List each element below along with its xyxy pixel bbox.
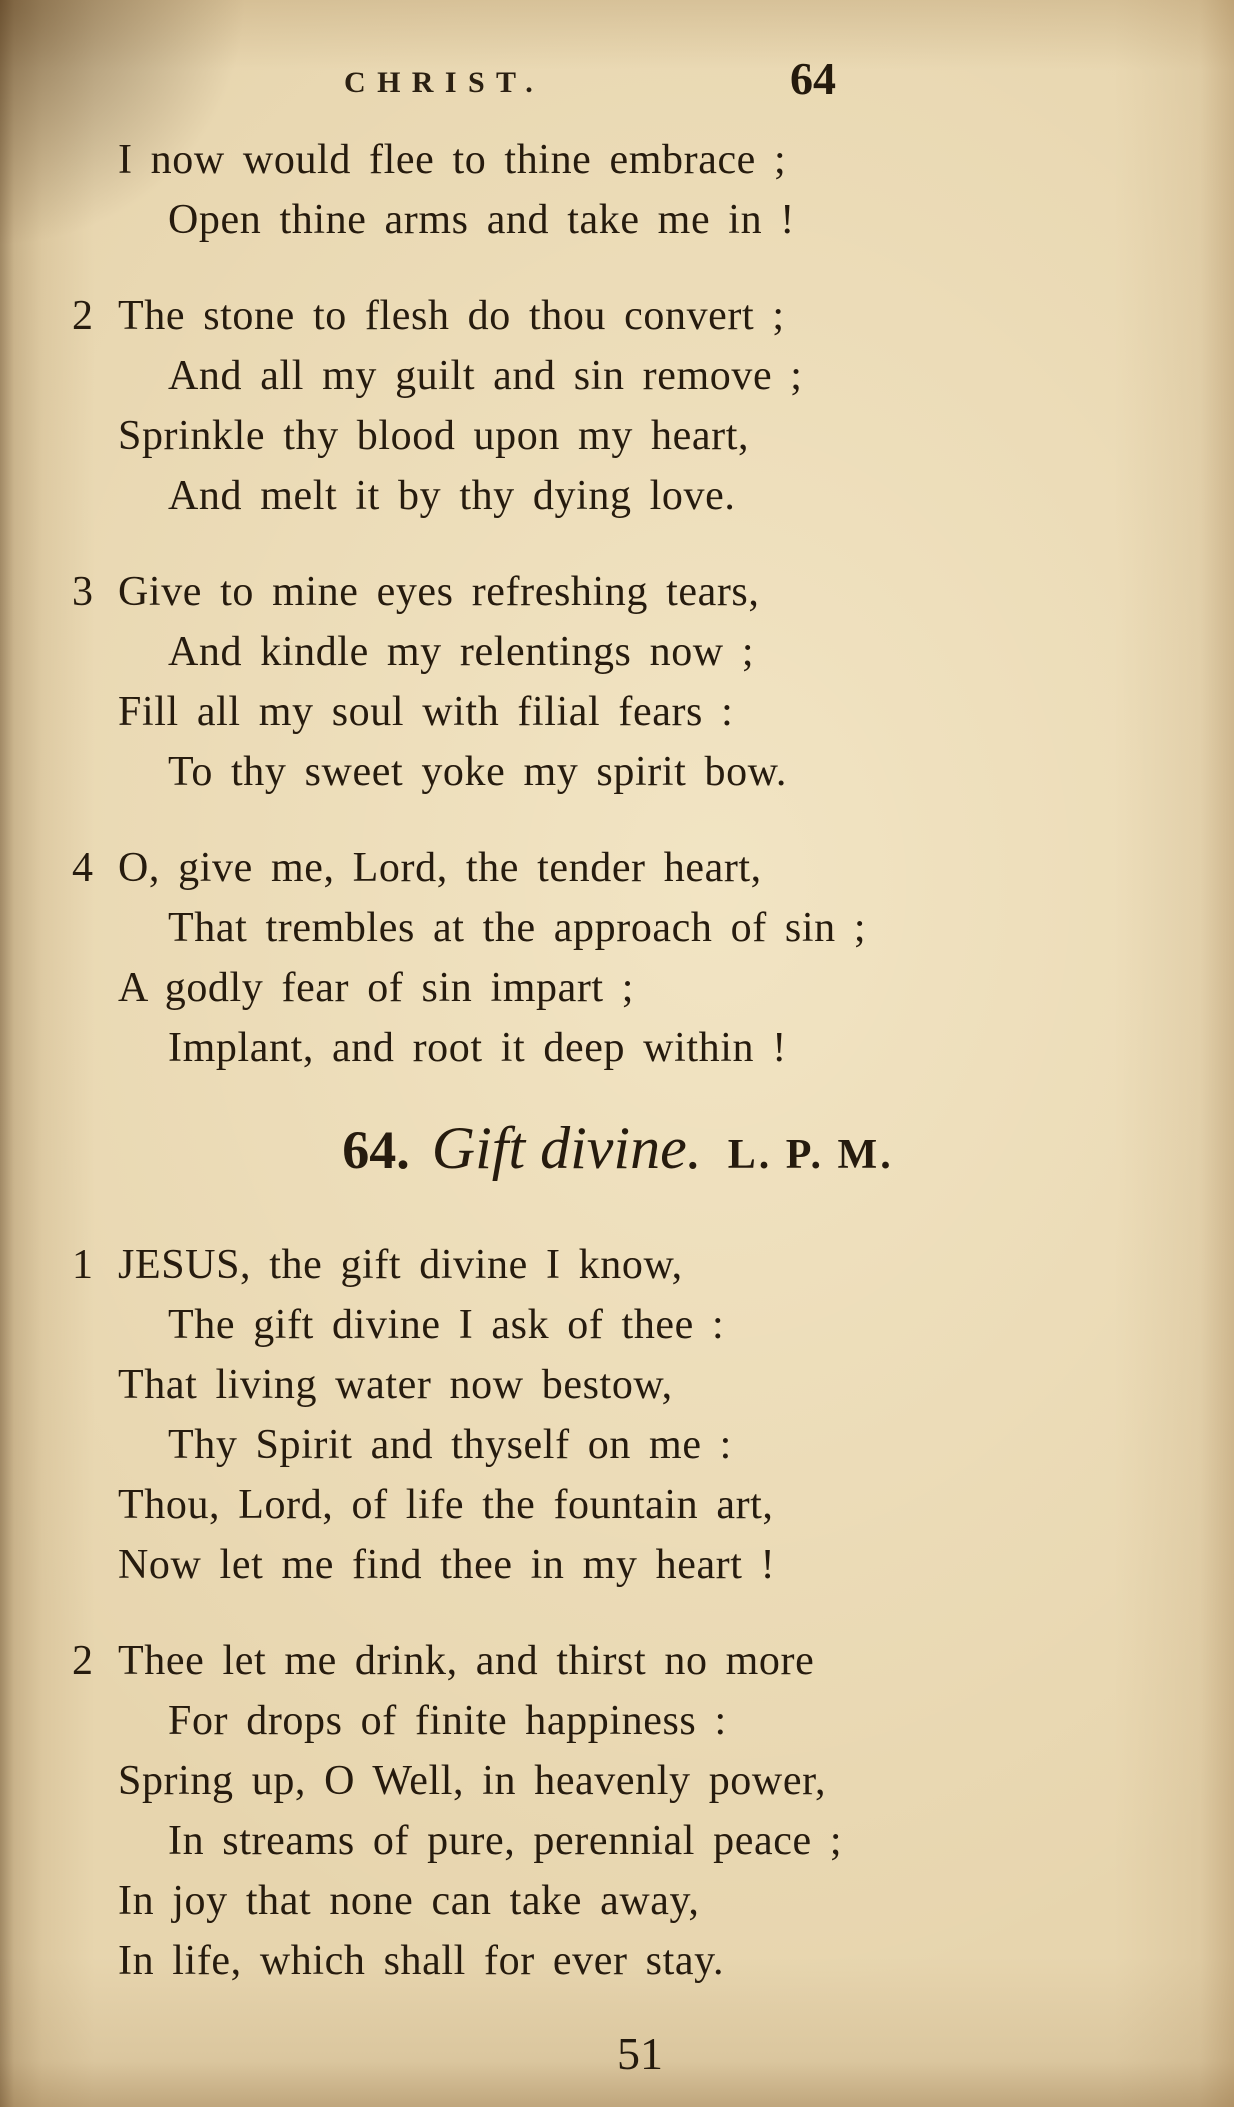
verse bbox=[72, 838, 1164, 1078]
verse-line: Now let me find thee in my heart ! bbox=[118, 1542, 776, 1588]
page-header bbox=[72, 52, 1164, 116]
verse-line: And kindle my relentings now ; bbox=[168, 629, 755, 675]
verse-line: That trembles at the approach of sin ; bbox=[168, 905, 867, 951]
verse-line: Open thine arms and take me in ! bbox=[168, 197, 795, 243]
verse-line: JESUS, the gift divine I know, bbox=[118, 1242, 683, 1288]
verse-number: 1 bbox=[72, 1242, 94, 1288]
hymn-body bbox=[72, 1235, 1164, 1991]
verse-line: Spring up, O Well, in heavenly power, bbox=[118, 1758, 827, 1804]
verse-line: Fill all my soul with filial fears : bbox=[118, 689, 734, 735]
verse-line: To thy sweet yoke my spirit bow. bbox=[168, 749, 787, 795]
verse-line: Thou, Lord, of life the fountain art, bbox=[118, 1482, 774, 1528]
verse-line: The gift divine I ask of thee : bbox=[168, 1302, 725, 1348]
verse bbox=[72, 130, 1164, 250]
verse-line: I now would flee to thine embrace ; bbox=[118, 137, 787, 183]
hymn-title: Gift divine. bbox=[431, 1115, 702, 1181]
verse-line: The stone to flesh do thou convert ; bbox=[118, 293, 785, 339]
verse-number: 2 bbox=[72, 293, 94, 339]
verse-line: Give to mine eyes refreshing tears, bbox=[118, 569, 760, 615]
verse-line: That living water now bestow, bbox=[118, 1362, 673, 1408]
verse bbox=[72, 286, 1164, 526]
verse bbox=[72, 1235, 1164, 1595]
verse-line: In joy that none can take away, bbox=[118, 1878, 700, 1924]
hymn-continuation bbox=[72, 130, 1164, 1078]
verse-line: O, give me, Lord, the tender heart, bbox=[118, 845, 762, 891]
verse-line: In streams of pure, perennial peace ; bbox=[168, 1818, 843, 1864]
verse-line: Thee let me drink, and thirst no more bbox=[118, 1638, 815, 1684]
verse-line: And melt it by thy dying love. bbox=[168, 473, 736, 519]
hymn-meter: L. P. M. bbox=[727, 1132, 894, 1178]
page-footer bbox=[72, 2027, 1164, 2080]
verse-line: And all my guilt and sin remove ; bbox=[168, 353, 803, 399]
verse-number: 3 bbox=[72, 569, 94, 615]
verse-line: In life, which shall for ever stay. bbox=[118, 1938, 725, 1984]
verse-line: For drops of finite happiness : bbox=[168, 1698, 727, 1744]
page-number-top: 64 bbox=[790, 53, 836, 104]
verse-number: 4 bbox=[72, 845, 94, 891]
verse-number: 2 bbox=[72, 1638, 94, 1684]
verse bbox=[72, 1631, 1164, 1991]
verse-line: Implant, and root it deep within ! bbox=[168, 1025, 787, 1071]
hymn-number: 64. bbox=[342, 1120, 410, 1180]
verse-line: A godly fear of sin impart ; bbox=[118, 965, 635, 1011]
hymn-heading bbox=[72, 1114, 1164, 1183]
verse-line: Thy Spirit and thyself on me : bbox=[168, 1422, 732, 1468]
page-number-bottom: 51 bbox=[617, 2028, 663, 2079]
verse-line: Sprinkle thy blood upon my heart, bbox=[118, 413, 750, 459]
running-title: CHRIST. bbox=[344, 66, 545, 99]
verse bbox=[72, 562, 1164, 802]
